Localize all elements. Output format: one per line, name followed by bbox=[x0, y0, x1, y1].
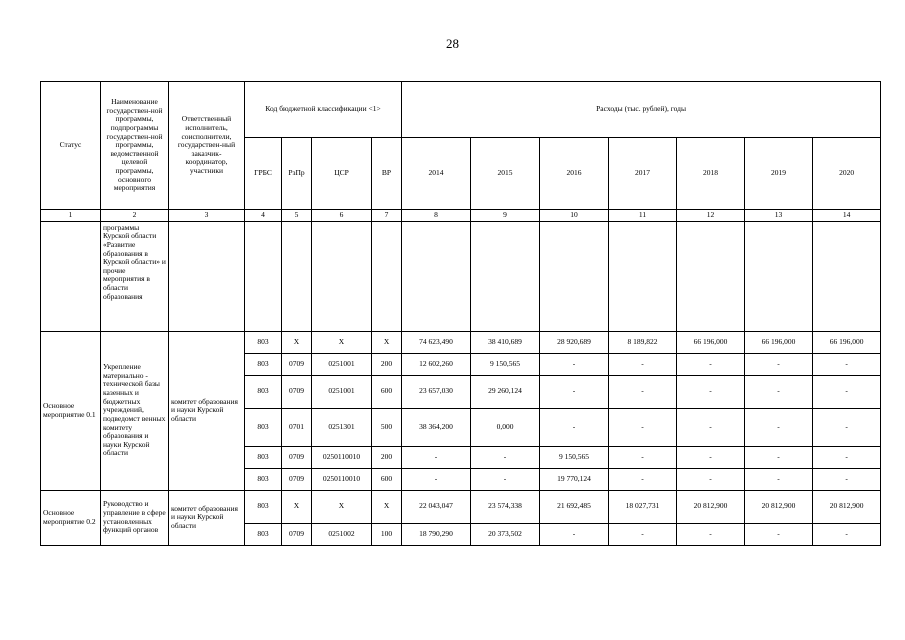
cell-rzpr: 0709 bbox=[282, 375, 312, 408]
cell-grbs: 803 bbox=[245, 523, 282, 545]
empty-cell bbox=[245, 221, 282, 331]
header-status: Статус bbox=[41, 82, 101, 210]
continuation-empty bbox=[169, 221, 245, 331]
column-number: 8 bbox=[402, 210, 471, 222]
cell-value: - bbox=[402, 468, 471, 490]
cell-value: 28 920,689 bbox=[540, 331, 609, 353]
cell-value: - bbox=[745, 408, 813, 446]
header-year: 2015 bbox=[471, 138, 540, 210]
empty-cell bbox=[813, 221, 881, 331]
cell-value: 9 150,565 bbox=[540, 446, 609, 468]
header-vr: ВР bbox=[372, 138, 402, 210]
column-number: 5 bbox=[282, 210, 312, 222]
cell-grbs: 803 bbox=[245, 353, 282, 375]
continuation-status bbox=[41, 221, 101, 331]
column-number: 14 bbox=[813, 210, 881, 222]
empty-cell bbox=[745, 221, 813, 331]
cell-vr: X bbox=[372, 331, 402, 353]
continuation-name: программы Курской области «Развитие образования в Курской области» и прочие мероприятия в области образования bbox=[101, 221, 169, 331]
cell-rzpr: 0701 bbox=[282, 408, 312, 446]
cell-vr: 200 bbox=[372, 353, 402, 375]
cell-csr: 0250110010 bbox=[312, 468, 372, 490]
cell-vr: 600 bbox=[372, 375, 402, 408]
cell-value: 20 812,900 bbox=[745, 490, 813, 523]
cell-grbs: 803 bbox=[245, 408, 282, 446]
cell-value: - bbox=[813, 523, 881, 545]
empty-cell bbox=[609, 221, 677, 331]
cell-value: 23 657,030 bbox=[402, 375, 471, 408]
cell-value: - bbox=[677, 523, 745, 545]
cell-value: - bbox=[402, 446, 471, 468]
cell-value: 8 189,822 bbox=[609, 331, 677, 353]
cell-rzpr: X bbox=[282, 331, 312, 353]
column-number: 13 bbox=[745, 210, 813, 222]
cell-value: 23 574,338 bbox=[471, 490, 540, 523]
cell-value: - bbox=[471, 446, 540, 468]
column-number: 6 bbox=[312, 210, 372, 222]
cell-value: - bbox=[677, 446, 745, 468]
table-row bbox=[41, 490, 881, 523]
cell-value: - bbox=[609, 353, 677, 375]
cell-value: - bbox=[609, 375, 677, 408]
table-row bbox=[41, 331, 881, 353]
cell-value: 22 043,047 bbox=[402, 490, 471, 523]
cell-value: 38 364,200 bbox=[402, 408, 471, 446]
cell-value: - bbox=[745, 446, 813, 468]
column-number: 10 bbox=[540, 210, 609, 222]
cell-csr: X bbox=[312, 331, 372, 353]
cell-value: - bbox=[471, 468, 540, 490]
header-expenses: Расходы (тыс. рублей), годы bbox=[402, 82, 881, 138]
empty-cell bbox=[372, 221, 402, 331]
cell-value: - bbox=[609, 408, 677, 446]
cell-value: - bbox=[677, 468, 745, 490]
cell-value: 20 812,900 bbox=[677, 490, 745, 523]
cell-value: - bbox=[540, 353, 609, 375]
empty-cell bbox=[282, 221, 312, 331]
cell-value: 66 196,000 bbox=[745, 331, 813, 353]
cell-grbs: 803 bbox=[245, 490, 282, 523]
empty-cell bbox=[471, 221, 540, 331]
cell-value: 12 602,260 bbox=[402, 353, 471, 375]
cell-vr: 100 bbox=[372, 523, 402, 545]
cell-csr: 0251301 bbox=[312, 408, 372, 446]
cell-value: - bbox=[540, 408, 609, 446]
column-number: 9 bbox=[471, 210, 540, 222]
cell-vr: X bbox=[372, 490, 402, 523]
cell-grbs: 803 bbox=[245, 331, 282, 353]
cell-vr: 200 bbox=[372, 446, 402, 468]
cell-value: 66 196,000 bbox=[813, 331, 881, 353]
column-number: 12 bbox=[677, 210, 745, 222]
header-year: 2014 bbox=[402, 138, 471, 210]
measure-01-status: Основное мероприятие 0.1 bbox=[41, 331, 101, 490]
header-year: 2019 bbox=[745, 138, 813, 210]
cell-value: 38 410,689 bbox=[471, 331, 540, 353]
empty-cell bbox=[540, 221, 609, 331]
cell-value: - bbox=[745, 523, 813, 545]
cell-value: - bbox=[813, 375, 881, 408]
cell-value: - bbox=[745, 353, 813, 375]
column-number: 7 bbox=[372, 210, 402, 222]
measure-02-status: Основное мероприятие 0.2 bbox=[41, 490, 101, 545]
header-budget-code: Код бюджетной классификации <1> bbox=[245, 82, 402, 138]
cell-grbs: 803 bbox=[245, 446, 282, 468]
cell-value: - bbox=[813, 446, 881, 468]
cell-value: - bbox=[677, 408, 745, 446]
column-number: 2 bbox=[101, 210, 169, 222]
cell-value: 20 373,502 bbox=[471, 523, 540, 545]
cell-rzpr: 0709 bbox=[282, 353, 312, 375]
cell-value: 19 770,124 bbox=[540, 468, 609, 490]
header-name: Наименование государствен-ной программы, подпрограммы государствен-ной программы, ведомственной целевой программы, основного мероприятия bbox=[101, 82, 169, 210]
cell-csr: 0251001 bbox=[312, 353, 372, 375]
cell-value: - bbox=[813, 353, 881, 375]
cell-value: - bbox=[609, 446, 677, 468]
column-number: 11 bbox=[609, 210, 677, 222]
header-grbs: ГРБС bbox=[245, 138, 282, 210]
cell-value: - bbox=[745, 375, 813, 408]
cell-value: 21 692,485 bbox=[540, 490, 609, 523]
header-responsible: Ответственный исполнитель, соисполнители, государствен-ный заказчик-координатор, участники bbox=[169, 82, 245, 210]
cell-value: - bbox=[609, 468, 677, 490]
measure-01-name: Укрепление материально - технической базы казенных и бюджетных учреждений, подведомст венных комитету образования и науки Курской области bbox=[101, 331, 169, 490]
empty-cell bbox=[677, 221, 745, 331]
cell-value: - bbox=[813, 468, 881, 490]
cell-csr: 0251002 bbox=[312, 523, 372, 545]
cell-value: - bbox=[745, 468, 813, 490]
cell-value: 18 027,731 bbox=[609, 490, 677, 523]
cell-vr: 600 bbox=[372, 468, 402, 490]
header-year: 2020 bbox=[813, 138, 881, 210]
cell-rzpr: X bbox=[282, 490, 312, 523]
cell-rzpr: 0709 bbox=[282, 468, 312, 490]
cell-value: 66 196,000 bbox=[677, 331, 745, 353]
cell-vr: 500 bbox=[372, 408, 402, 446]
measure-02-name: Руководство и управление в сфере установленных функций органов bbox=[101, 490, 169, 545]
cell-rzpr: 0709 bbox=[282, 523, 312, 545]
cell-value: 0,000 bbox=[471, 408, 540, 446]
cell-value: 29 260,124 bbox=[471, 375, 540, 408]
cell-value: - bbox=[677, 375, 745, 408]
cell-csr: 0251001 bbox=[312, 375, 372, 408]
cell-grbs: 803 bbox=[245, 468, 282, 490]
cell-csr: 0250110010 bbox=[312, 446, 372, 468]
column-number: 3 bbox=[169, 210, 245, 222]
cell-grbs: 803 bbox=[245, 375, 282, 408]
empty-cell bbox=[312, 221, 372, 331]
cell-value: - bbox=[540, 375, 609, 408]
header-year: 2017 bbox=[609, 138, 677, 210]
header-year: 2016 bbox=[540, 138, 609, 210]
cell-value: - bbox=[609, 523, 677, 545]
cell-value: 9 150,565 bbox=[471, 353, 540, 375]
header-year: 2018 bbox=[677, 138, 745, 210]
cell-value: 18 790,290 bbox=[402, 523, 471, 545]
cell-value: - bbox=[813, 408, 881, 446]
measure-02-responsible: комитет образования и науки Курской области bbox=[169, 490, 245, 545]
cell-rzpr: 0709 bbox=[282, 446, 312, 468]
empty-cell bbox=[402, 221, 471, 331]
measure-01-responsible: комитет образования и науки Курской области bbox=[169, 331, 245, 490]
header-rzpr: РзПр bbox=[282, 138, 312, 210]
cell-value: 74 623,490 bbox=[402, 331, 471, 353]
column-number: 1 bbox=[41, 210, 101, 222]
budget-table bbox=[40, 81, 881, 546]
header-csr: ЦСР bbox=[312, 138, 372, 210]
cell-value: 20 812,900 bbox=[813, 490, 881, 523]
cell-value: - bbox=[540, 523, 609, 545]
column-number: 4 bbox=[245, 210, 282, 222]
page-number: 28 bbox=[446, 36, 459, 51]
cell-value: - bbox=[677, 353, 745, 375]
cell-csr: X bbox=[312, 490, 372, 523]
